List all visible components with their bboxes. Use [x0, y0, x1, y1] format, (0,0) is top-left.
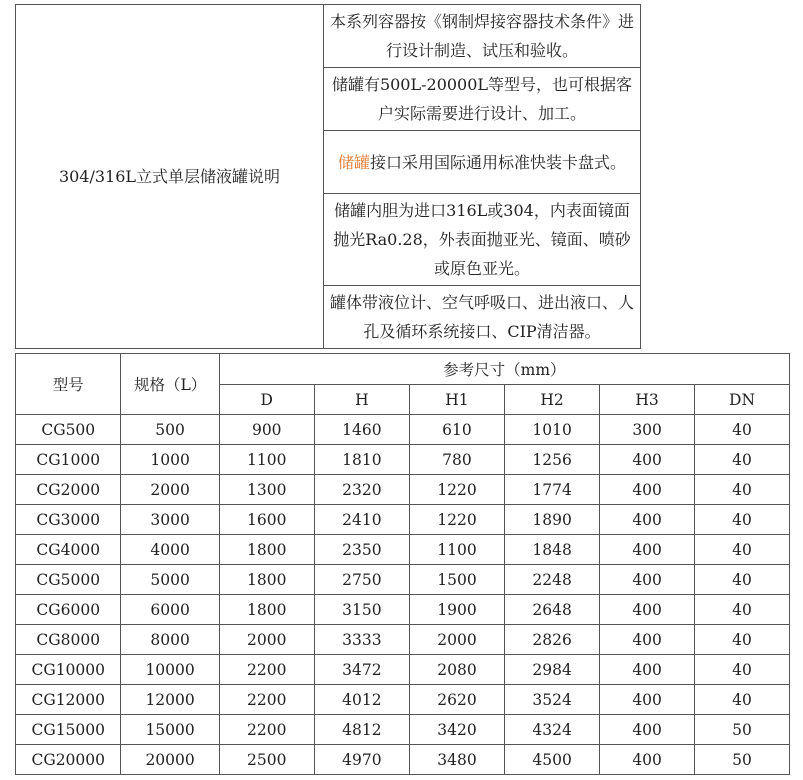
table-cell: 40: [695, 535, 790, 565]
header-dim: H3: [600, 385, 695, 415]
table-row: [16, 475, 790, 505]
table-cell: 1800: [219, 565, 314, 595]
table-cell: 400: [600, 715, 695, 745]
table-cell: CG12000: [16, 685, 121, 715]
header-capacity: 规格（L）: [121, 354, 219, 415]
table-cell: 3150: [314, 595, 409, 625]
table-cell: 2648: [505, 595, 600, 625]
description-note: 储罐有500L-20000L等型号，也可根据客户实际需要进行设计、加工。: [324, 68, 641, 131]
table-cell: 2000: [121, 475, 219, 505]
description-note: 罐体带液位计、空气呼吸口、进出液口、人孔及循环系统接口、CIP清洁器。: [324, 286, 641, 349]
table-cell: 2984: [505, 655, 600, 685]
table-cell: 3472: [314, 655, 409, 685]
table-row: [16, 595, 790, 625]
table-cell: 1220: [409, 505, 504, 535]
table-cell: 40: [695, 415, 790, 445]
description-note: 本系列容器按《钢制焊接容器技术条件》进行设计制造、试压和验收。: [324, 5, 641, 68]
table-cell: 1800: [219, 595, 314, 625]
table-cell: CG15000: [16, 715, 121, 745]
table-cell: 40: [695, 655, 790, 685]
table-cell: 1500: [409, 565, 504, 595]
description-note: [324, 131, 641, 194]
table-cell: 400: [600, 535, 695, 565]
spec-table: [15, 353, 790, 775]
table-cell: 40: [695, 565, 790, 595]
table-cell: 40: [695, 505, 790, 535]
table-cell: 10000: [121, 655, 219, 685]
table-cell: 2410: [314, 505, 409, 535]
table-cell: 6000: [121, 595, 219, 625]
description-note-text: 接口采用国际通用标准快装卡盘式。: [370, 152, 627, 172]
table-row: [16, 715, 790, 745]
table-cell: 4812: [314, 715, 409, 745]
table-row: [16, 535, 790, 565]
table-cell: 1010: [505, 415, 600, 445]
table-cell: 4970: [314, 745, 409, 775]
table-cell: 500: [121, 415, 219, 445]
table-cell: CG2000: [16, 475, 121, 505]
highlight-text: 储罐: [337, 152, 370, 172]
table-cell: 400: [600, 685, 695, 715]
header-model: 型号: [16, 354, 121, 415]
table-cell: 2500: [219, 745, 314, 775]
table-cell: 400: [600, 655, 695, 685]
table-cell: 2750: [314, 565, 409, 595]
table-cell: 4500: [505, 745, 600, 775]
table-cell: 400: [600, 595, 695, 625]
table-cell: 1890: [505, 505, 600, 535]
table-cell: 3000: [121, 505, 219, 535]
table-cell: 1220: [409, 475, 504, 505]
table-cell: 1256: [505, 445, 600, 475]
table-row: [16, 565, 790, 595]
table-cell: 2200: [219, 715, 314, 745]
table-row: [16, 745, 790, 775]
table-cell: 2200: [219, 655, 314, 685]
table-cell: 1300: [219, 475, 314, 505]
table-cell: CG6000: [16, 595, 121, 625]
table-cell: 40: [695, 625, 790, 655]
header-dim: H1: [409, 385, 504, 415]
table-cell: 400: [600, 625, 695, 655]
table-cell: 2000: [219, 625, 314, 655]
table-cell: CG5000: [16, 565, 121, 595]
spec-table-body: [16, 415, 790, 775]
table-cell: 2620: [409, 685, 504, 715]
table-cell: 2000: [409, 625, 504, 655]
header-dim: DN: [695, 385, 790, 415]
header-dim: H: [314, 385, 409, 415]
description-table: [15, 4, 641, 349]
table-cell: 300: [600, 415, 695, 445]
table-cell: 1460: [314, 415, 409, 445]
table-cell: 780: [409, 445, 504, 475]
table-cell: 400: [600, 445, 695, 475]
table-row: [16, 445, 790, 475]
table-row: [16, 625, 790, 655]
table-cell: 1100: [219, 445, 314, 475]
table-cell: 3333: [314, 625, 409, 655]
table-cell: 610: [409, 415, 504, 445]
table-cell: 4000: [121, 535, 219, 565]
table-cell: 3524: [505, 685, 600, 715]
table-cell: 2248: [505, 565, 600, 595]
table-cell: 40: [695, 685, 790, 715]
description-title: 304/316L立式单层储液罐说明: [16, 5, 324, 349]
header-dim: H2: [505, 385, 600, 415]
table-row: [16, 505, 790, 535]
table-cell: 1100: [409, 535, 504, 565]
table-cell: 3420: [409, 715, 504, 745]
table-cell: 8000: [121, 625, 219, 655]
table-row: [16, 655, 790, 685]
table-cell: 5000: [121, 565, 219, 595]
table-cell: 4012: [314, 685, 409, 715]
table-cell: 40: [695, 445, 790, 475]
table-cell: 400: [600, 565, 695, 595]
table-cell: 2350: [314, 535, 409, 565]
table-cell: 1000: [121, 445, 219, 475]
table-cell: CG8000: [16, 625, 121, 655]
table-cell: 400: [600, 745, 695, 775]
table-cell: 12000: [121, 685, 219, 715]
table-cell: 15000: [121, 715, 219, 745]
description-note: 储罐内胆为进口316L或304，内表面镜面抛光Ra0.28，外表面抛亚光、镜面、喷砂或原色亚光。: [324, 194, 641, 286]
table-cell: 400: [600, 475, 695, 505]
table-cell: 400: [600, 505, 695, 535]
table-cell: CG20000: [16, 745, 121, 775]
table-cell: 1600: [219, 505, 314, 535]
table-cell: 2320: [314, 475, 409, 505]
table-cell: 2080: [409, 655, 504, 685]
table-cell: 1810: [314, 445, 409, 475]
table-cell: CG3000: [16, 505, 121, 535]
table-cell: CG4000: [16, 535, 121, 565]
table-cell: 1848: [505, 535, 600, 565]
table-cell: 40: [695, 595, 790, 625]
header-dim: D: [219, 385, 314, 415]
table-cell: CG1000: [16, 445, 121, 475]
table-cell: 1900: [409, 595, 504, 625]
table-cell: CG10000: [16, 655, 121, 685]
table-cell: 1800: [219, 535, 314, 565]
table-cell: 1774: [505, 475, 600, 505]
table-cell: CG500: [16, 415, 121, 445]
table-cell: 50: [695, 745, 790, 775]
table-cell: 900: [219, 415, 314, 445]
table-cell: 50: [695, 715, 790, 745]
table-cell: 20000: [121, 745, 219, 775]
table-cell: 4324: [505, 715, 600, 745]
table-cell: 40: [695, 475, 790, 505]
table-cell: 2200: [219, 685, 314, 715]
table-cell: 3480: [409, 745, 504, 775]
header-dimensions-group: 参考尺寸（mm）: [219, 354, 789, 385]
table-row: [16, 415, 790, 445]
table-row: [16, 685, 790, 715]
table-cell: 2826: [505, 625, 600, 655]
